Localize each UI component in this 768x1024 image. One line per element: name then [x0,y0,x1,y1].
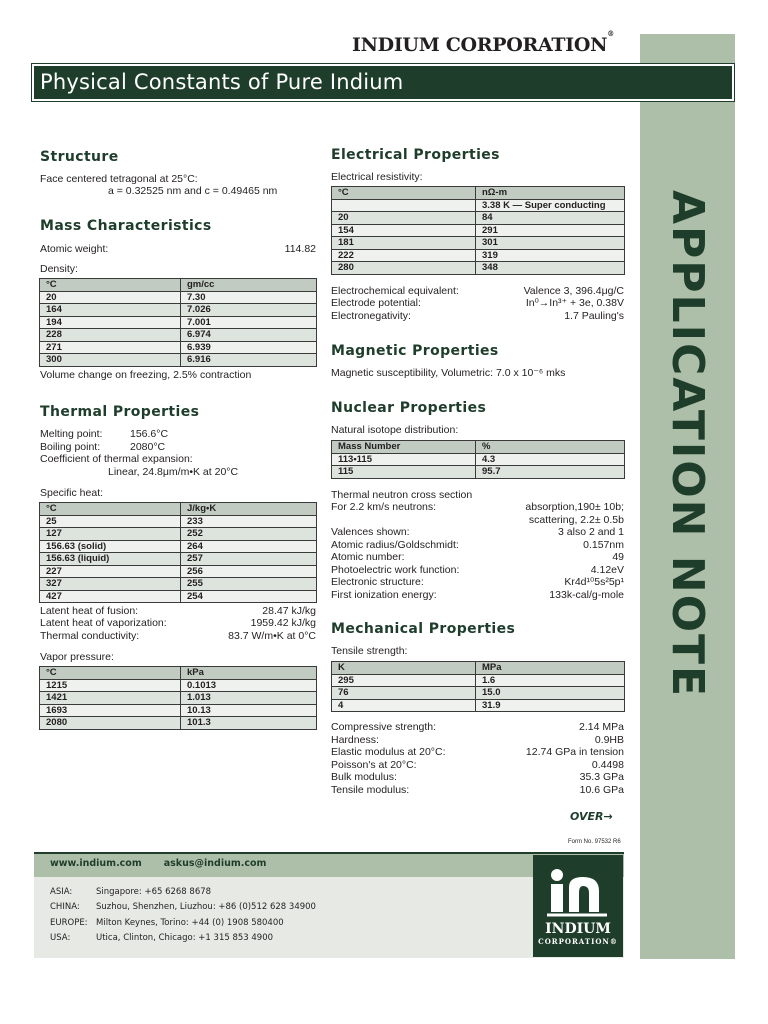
table-header-row [332,662,625,675]
table-row [40,316,317,329]
table-row [40,341,317,354]
table-cell: 255 [181,578,317,591]
valences-value: 3 also 2 and 1 [558,526,624,538]
ionization-value: 133k-cal/g-mole [549,589,624,601]
potential-value: In⁰→In³⁺ + 3e, 0.38V [525,297,624,309]
table-cell: 76 [332,687,476,700]
equiv-label: Electrochemical equivalent: [331,285,459,297]
table-row [40,679,317,692]
valences-label: Valences shown: [331,526,410,538]
mass-heading: Mass Characteristics [40,218,212,234]
table-header-cell: kPa [181,667,317,680]
table-cell: 0.1013 [181,679,317,692]
table-cell: 4.3 [476,453,625,466]
contact-region: CHINA: [50,902,80,913]
table-cell: 291 [476,224,625,237]
contact-detail: Milton Keynes, Torino: +44 (0) 1908 580400 [96,917,284,928]
conductivity-value: 83.7 W/m•K at 0°C [228,630,316,642]
table-cell: 6.974 [181,329,317,342]
table-cell: 222 [332,249,476,262]
table-cell: 4 [332,699,476,712]
table-row [332,262,625,275]
table-row [332,249,625,262]
table-cell: 1.013 [181,692,317,705]
table-cell: 228 [40,329,181,342]
table-row [40,553,317,566]
table-header-cell: °C [40,667,181,680]
table-cell: 1421 [40,692,181,705]
table-cell: 271 [40,341,181,354]
table-row [332,466,625,479]
contact-row [50,931,316,946]
elastic-modulus-value: 12.74 GPa in tension [525,746,624,758]
hardness-label: Hardness: [331,734,379,746]
table-cell: 300 [40,354,181,367]
table-header-cell: K [332,662,476,675]
table-cell: 25 [40,515,181,528]
vaporization-value: 1959.42 kJ/kg [250,617,316,629]
page-title: Physical Constants of Pure Indium [40,70,404,94]
table-header-row [40,279,317,292]
isotope-table [331,440,625,479]
mechanical-heading: Mechanical Properties [331,621,516,637]
atomic-number-label: Atomic number: [331,551,405,563]
poisson-label: Poisson's at 20°C: [331,759,417,771]
table-row [40,565,317,578]
table-row [40,692,317,705]
table-header-cell: J/kg•K [181,503,317,516]
table-cell: 156.63 (solid) [40,540,181,553]
table-cell: 181 [332,237,476,250]
table-cell: 348 [476,262,625,275]
table-cell [332,199,476,212]
table-cell: 427 [40,590,181,603]
table-cell: 164 [40,304,181,317]
table-cell: 6.916 [181,354,317,367]
magnetic-line: Magnetic susceptibility, Volumetric: 7.0 x 10⁻⁶ mks [331,367,566,379]
table-row [332,199,625,212]
table-cell: 156.63 (liquid) [40,553,181,566]
table-row [40,304,317,317]
work-function-label: Photoelectric work function: [331,564,460,576]
table-cell: 280 [332,262,476,275]
structure-line-1: Face centered tetragonal at 25°C: [40,173,198,185]
contact-detail: Singapore: +65 6268 8678 [96,887,212,897]
table-header-row [332,441,625,454]
vapor-pressure-table [39,666,317,730]
email-link[interactable]: askus@indium.com [163,858,267,869]
work-function-value: 4.12eV [590,564,624,576]
melting-label: Melting point: [40,428,103,440]
magnetic-heading: Magnetic Properties [331,343,499,359]
density-label: Density: [40,263,78,275]
table-cell: 31.9 [476,699,625,712]
bulk-modulus-value: 35.3 GPa [579,771,624,783]
nuclear-heading: Nuclear Properties [331,400,487,416]
table-cell: 7.026 [181,304,317,317]
tensile-modulus-value: 10.6 GPa [579,784,624,796]
tensile-strength-label: Tensile strength: [331,645,408,657]
logo-subtitle: CORPORATION® [538,937,618,946]
table-header-cell: nΩ-m [476,187,625,200]
compressive-label: Compressive strength: [331,721,437,733]
table-row [40,528,317,541]
table-cell: 95.7 [476,466,625,479]
contact-row [50,900,316,915]
density-table [39,278,317,367]
logo-name: INDIUM [545,921,611,937]
table-header-cell: °C [332,187,476,200]
atomic-weight-label: Atomic weight: [40,243,109,255]
table-header-cell: Mass Number [332,441,476,454]
brand-mark: ® [607,28,614,38]
table-cell: 20 [40,291,181,304]
table-row [40,291,317,304]
contact-region: USA: [50,933,71,944]
boiling-value: 2080°C [130,441,166,453]
table-row [332,674,625,687]
application-note-label: APPLICATION NOTE [662,190,713,699]
ionization-label: First ionization energy: [331,589,437,601]
table-cell: 20 [332,212,476,225]
contact-detail: Utica, Clinton, Chicago: +1 315 853 4900 [96,933,274,944]
table-row [40,515,317,528]
elastic-modulus-label: Elastic modulus at 20°C: [331,746,446,758]
table-header-row [40,503,317,516]
electronic-structure-label: Electronic structure: [331,576,424,588]
bulk-modulus-label: Bulk modulus: [331,771,397,783]
table-cell: 2080 [40,717,181,730]
table-cell: 264 [181,540,317,553]
brand-text: INDIUM CORPORATION [352,34,608,56]
table-row [332,224,625,237]
table-row [40,717,317,730]
conductivity-label: Thermal conductivity: [40,630,140,642]
radius-value: 0.157nm [583,539,624,551]
table-row [40,590,317,603]
tensile-strength-table [331,661,625,712]
table-cell: 252 [181,528,317,541]
structure-line-2: a = 0.32525 nm and c = 0.49465 nm [108,185,278,197]
over-link[interactable]: OVER→ [570,810,613,823]
table-header-cell: gm/cc [181,279,317,292]
table-cell: 6.939 [181,341,317,354]
atomic-number-value: 49 [612,551,624,563]
atomic-weight-value: 114.82 [284,243,316,255]
table-row [40,354,317,367]
table-header-cell: % [476,441,625,454]
table-row [40,540,317,553]
table-cell: 1.6 [476,674,625,687]
negativity-label: Electronegativity: [331,310,411,322]
vapor-pressure-label: Vapor pressure: [40,651,114,663]
table-header-cell: MPa [476,662,625,675]
table-cell: 113•115 [332,453,476,466]
table-cell: 194 [40,316,181,329]
hardness-value: 0.9HB [594,734,624,746]
melting-value: 156.6°C [130,428,169,440]
table-row [332,687,625,700]
contact-row [50,916,316,931]
table-cell: 127 [40,528,181,541]
cross-section-value-2: scattering, 2.2± 0.5b [528,514,624,526]
resistivity-table [331,186,625,275]
contact-list [50,885,316,947]
table-cell: 301 [476,237,625,250]
table-cell: 319 [476,249,625,262]
compressive-value: 2.14 MPa [579,721,624,733]
table-row [332,212,625,225]
table-cell: 256 [181,565,317,578]
tensile-modulus-label: Tensile modulus: [331,784,410,796]
cross-section-label-1: Thermal neutron cross section [331,489,473,501]
table-cell: 295 [332,674,476,687]
resistivity-label: Electrical resistivity: [331,171,423,183]
electrical-heading: Electrical Properties [331,147,500,163]
electronic-structure-value: Kr4d¹⁰5s²5p¹ [564,576,624,588]
contact-detail: Suzhou, Shenzhen, Liuzhou: +86 (0)512 628 34900 [96,902,316,913]
table-cell: 3.38 K — Super conducting [476,199,625,212]
table-cell: 10.13 [181,704,317,717]
table-row [332,699,625,712]
structure-heading: Structure [40,149,119,165]
form-number: Form No. 97532 R6 [568,839,621,845]
footer-links [50,858,266,869]
potential-label: Electrode potential: [331,297,421,309]
fusion-value: 28.47 kJ/kg [262,605,316,617]
table-cell: 101.3 [181,717,317,730]
table-row [332,453,625,466]
contact-region: EUROPE: [50,917,88,928]
radius-label: Atomic radius/Goldschmidt: [331,539,459,551]
table-row [40,578,317,591]
table-cell: 84 [476,212,625,225]
negativity-value: 1.7 Pauling's [564,310,624,322]
thermal-heading: Thermal Properties [40,404,200,420]
contact-row [50,885,316,900]
table-cell: 154 [332,224,476,237]
table-cell: 1693 [40,704,181,717]
table-cell: 257 [181,553,317,566]
website-link[interactable]: www.indium.com [50,858,142,869]
isotope-label: Natural isotope distribution: [331,424,459,436]
table-cell: 227 [40,565,181,578]
vaporization-label: Latent heat of vaporization: [40,617,167,629]
cross-section-label-2: For 2.2 km/s neutrons: [331,501,437,513]
expansion-label: Coefficient of thermal expansion: [40,453,193,465]
table-header-cell: °C [40,279,181,292]
poisson-value: 0.4498 [591,759,624,771]
volume-change: Volume change on freezing, 2.5% contraction [40,369,252,381]
fusion-label: Latent heat of fusion: [40,605,139,617]
table-cell: 254 [181,590,317,603]
cross-section-value-1: absorption,190± 10b; [525,501,624,513]
table-header-row [332,187,625,200]
specific-heat-table [39,502,317,603]
table-cell: 115 [332,466,476,479]
table-header-row [40,667,317,680]
contact-region: ASIA: [50,887,73,897]
equiv-value: Valence 3, 396.4μg/C [523,285,624,297]
table-cell: 1215 [40,679,181,692]
table-row [40,329,317,342]
expansion-value: Linear, 24.8μm/m•K at 20°C [108,466,239,478]
table-header-cell: °C [40,503,181,516]
table-cell: 15.0 [476,687,625,700]
boiling-label: Boiling point: [40,441,101,453]
table-cell: 327 [40,578,181,591]
table-cell: 7.001 [181,316,317,329]
table-cell: 233 [181,515,317,528]
table-row [40,704,317,717]
table-row [332,237,625,250]
brand-name [352,28,614,56]
table-cell: 7.30 [181,291,317,304]
specific-heat-label: Specific heat: [40,487,104,499]
